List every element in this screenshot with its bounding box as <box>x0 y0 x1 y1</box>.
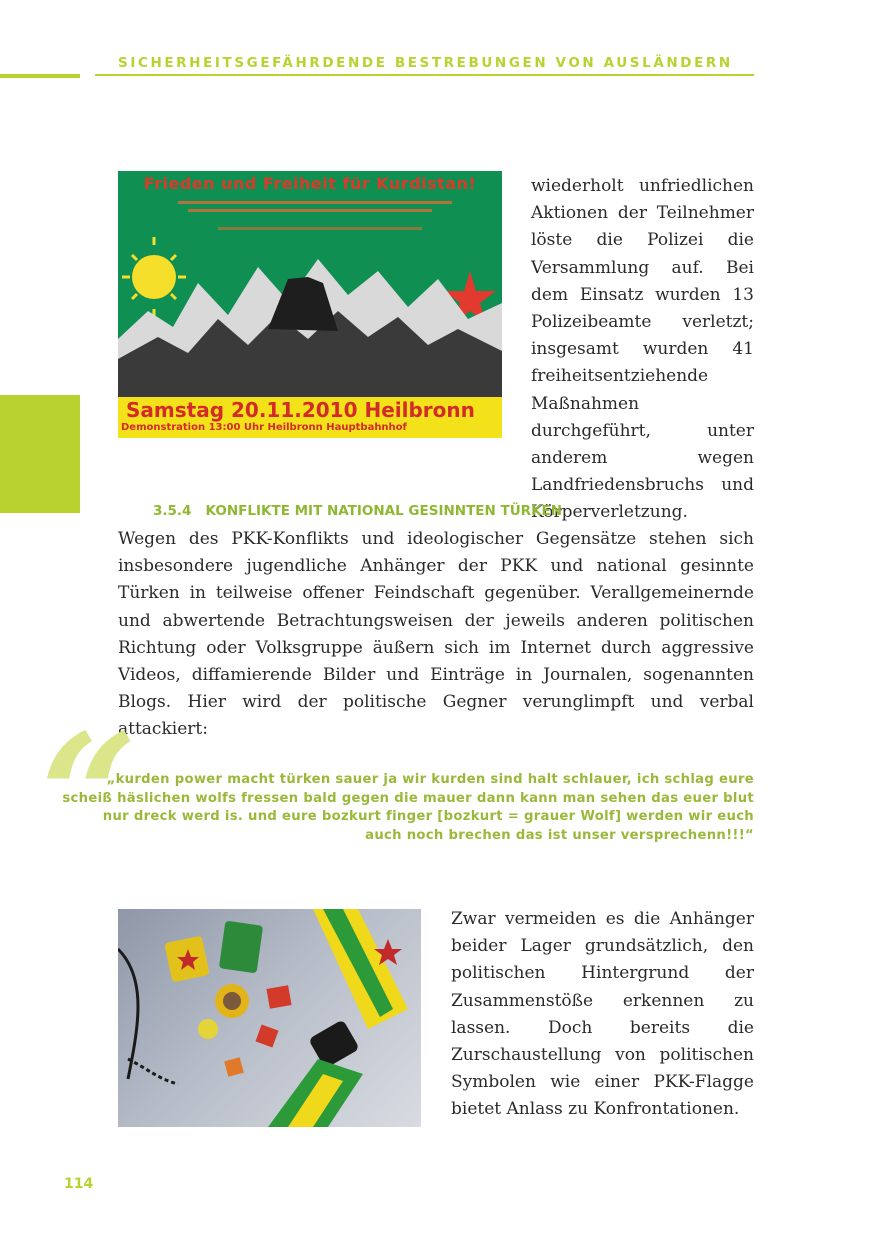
pull-quote: „kurden power macht türken sauer ja wir kurden sind halt schlauer, ich schlag eure scheiß häslichen wolfs fressen bald gegen die mauer dann kann man sehen das euer blut nur dreck werd is. und eure bozkurt finger [bozkurt = grauer Wolf] werden wir euch auch noch brechen das ist unser versprechenn!!!“ <box>62 772 754 843</box>
poster-text-line <box>188 209 432 212</box>
chapter-side-tab <box>0 395 80 513</box>
header-accent-bar <box>0 74 80 78</box>
poster-date-banner <box>118 397 502 438</box>
paragraph: Zwar vermeiden es die Anhänger beider Lager grundsätzlich, den politischen Hintergrund der Zusammenstöße erkennen zu lassen. Doch bereits die Zurschaustellung von politischen Symbolen wie einer PKK-Flagge bietet Anlass zu Konfrontationen. <box>451 909 754 1120</box>
column-paragraph-lower <box>451 906 754 1124</box>
paragraph: wiederholt unfriedlichen Aktionen der Teilnehmer löste die Polizei die Versammlung auf. Bei dem Einsatz wurden 13 Polizeibeamte verletzt; insgesamt wurden 41 freiheitsentziehende Maßnahmen durchgeführt, unter anderem wegen Landfriedensbruchs und Körperverletzung. <box>531 176 754 523</box>
sun-icon <box>132 255 176 299</box>
header-rule <box>95 74 754 76</box>
pkk-symbols-photo <box>118 909 421 1127</box>
column-paragraph-right <box>531 173 754 527</box>
photo-illustration <box>118 909 421 1127</box>
poster-crowd-illustration <box>118 219 502 397</box>
poster-date: Samstag 20.11.2010 Heilbronn <box>126 398 475 422</box>
page-number: 114 <box>64 1176 94 1192</box>
section-title: KONFLIKTE MIT NATIONAL GESINNTEN TÜRKEN <box>205 503 563 519</box>
running-header: SICHERHEITSGEFÄHRDENDE BESTREBUNGEN VON AUSLÄNDERN <box>118 55 733 71</box>
section-body <box>118 526 754 744</box>
demonstration-poster-image <box>118 171 502 438</box>
poster-headline: Frieden und Freiheit für Kurdistan! <box>143 174 477 193</box>
poster-subline: Demonstration 13:00 Uhr Heilbronn Hauptbahnhof <box>121 422 407 433</box>
section-number: 3.5.4 <box>153 503 192 519</box>
poster-text-line <box>178 201 452 204</box>
quote-mark-icon: “ <box>40 697 138 897</box>
section-heading <box>153 503 562 519</box>
paragraph: Wegen des PKK-Konflikts und ideologischer Gegensätze stehen sich insbesondere jugendliche Anhänger der PKK und national gesinnte Türken in teilweise offener Feindschaft gegenüber. Verallgemeinernde und abwertende Betrachtungsweisen der jeweils anderen politischen Richtung oder Volksgruppe äußern sich im Internet durch aggressive Videos, diffamierende Bilder und Einträge in Journalen, sogenannten Blogs. Hier wird der politische Gegner verunglimpft und verbal attackiert: <box>118 529 754 740</box>
